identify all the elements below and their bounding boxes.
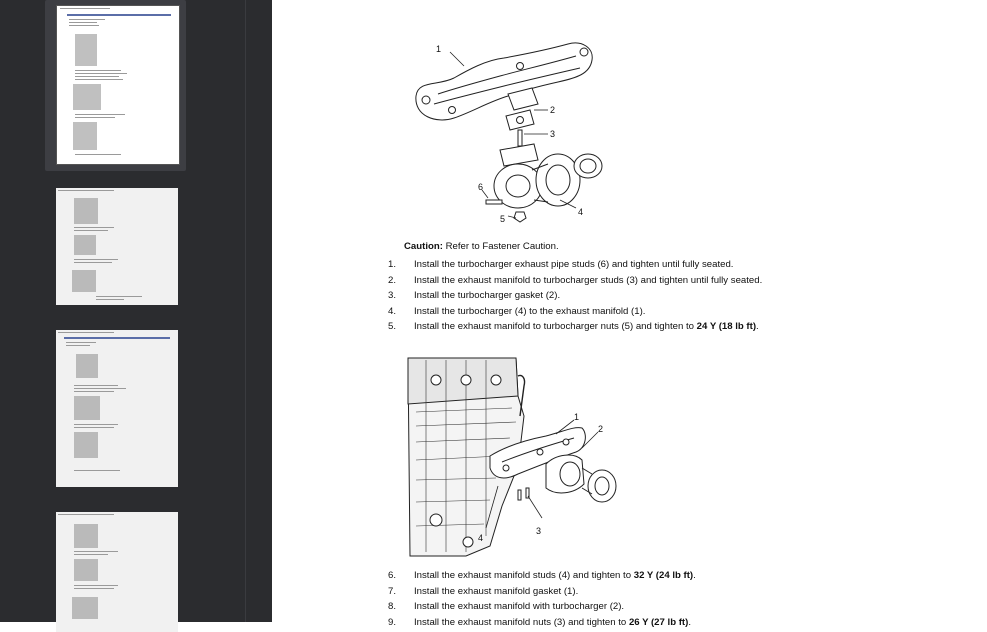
step-text: Install the turbocharger (4) to the exhaust manifold (1). — [414, 305, 646, 317]
step-torque-value: 32 Y (24 lb ft) — [633, 570, 694, 581]
step-torque-value: 24 Y (18 lb ft) — [696, 321, 757, 333]
sidebar-divider — [245, 0, 246, 622]
thumbnail-page-3-wrap[interactable] — [45, 325, 186, 491]
figure1-callout-1: 1 — [436, 44, 442, 54]
thumbnail-page-2-wrap[interactable] — [45, 183, 186, 309]
step-text: Install the turbocharger exhaust pipe studs (6) and tighten until fully seated. — [414, 259, 734, 270]
step-number: 5. — [388, 321, 397, 333]
thumbnail-sidebar[interactable] — [0, 0, 272, 622]
figure2-callout-4: 4 — [478, 533, 484, 543]
step-number: 2. — [388, 274, 397, 286]
step-text: Install the exhaust manifold to turbocharger nuts (5) and tighten to — [414, 321, 697, 333]
caution-text: Refer to Fastener Caution. — [442, 241, 559, 252]
turbocharger-exploded-figure — [408, 40, 618, 228]
figure2-callout-3: 3 — [536, 526, 542, 536]
procedure-step — [388, 304, 762, 320]
caution-label: Caution: — [404, 241, 443, 252]
figure2-callout-2: 2 — [598, 424, 604, 434]
document-page — [272, 0, 987, 628]
step-text-end: . — [756, 321, 759, 333]
step-number: 4. — [388, 305, 397, 317]
procedure-step — [388, 319, 762, 335]
step-number: 1. — [388, 259, 397, 270]
thumbnail-page-1[interactable] — [56, 5, 180, 165]
procedure-step — [388, 615, 696, 631]
step-number: 9. — [388, 616, 397, 628]
figure1-callout-2: 2 — [550, 105, 556, 115]
procedure-steps-1-5 — [388, 257, 762, 335]
step-torque-value: 26 Y (27 lb ft) — [628, 616, 689, 628]
procedure-step — [388, 568, 696, 584]
figure2-callout-1: 1 — [574, 412, 580, 422]
caution-note — [404, 241, 559, 252]
step-text: Install the exhaust manifold to turbocharger studs (3) and tighten until fully seated. — [414, 274, 763, 286]
procedure-step — [388, 599, 696, 615]
procedure-steps-6-9 — [388, 568, 696, 630]
thumbnail-page-3[interactable] — [56, 330, 178, 487]
procedure-step — [388, 257, 762, 273]
step-number: 7. — [388, 585, 397, 597]
step-text: Install the exhaust manifold gasket (1). — [414, 585, 579, 597]
step-number: 3. — [388, 290, 397, 302]
thumbnail-page-4[interactable] — [56, 512, 178, 632]
step-text-end: . — [688, 616, 691, 628]
procedure-step — [388, 584, 696, 600]
step-text: Install the exhaust manifold nuts (3) and tighten to — [414, 616, 629, 628]
procedure-step — [388, 273, 762, 289]
figure1-callout-6: 6 — [478, 182, 484, 192]
figure1-callout-4: 4 — [578, 207, 584, 217]
step-text: Install the exhaust manifold with turbocharger (2). — [414, 601, 625, 613]
procedure-step — [388, 288, 762, 304]
step-text-end: . — [693, 570, 696, 581]
figure1-callout-3: 3 — [550, 129, 556, 139]
step-text: Install the exhaust manifold studs (4) and tighten to — [414, 570, 634, 581]
step-number: 6. — [388, 570, 397, 581]
figure1-callout-5: 5 — [500, 214, 506, 224]
step-text: Install the turbocharger gasket (2). — [414, 290, 561, 302]
engine-manifold-figure — [406, 356, 620, 560]
thumbnail-page-4-wrap[interactable] — [45, 507, 186, 622]
thumbnail-page-2[interactable] — [56, 188, 178, 305]
thumbnail-page-1-highlight[interactable] — [45, 0, 186, 171]
step-number: 8. — [388, 601, 397, 613]
